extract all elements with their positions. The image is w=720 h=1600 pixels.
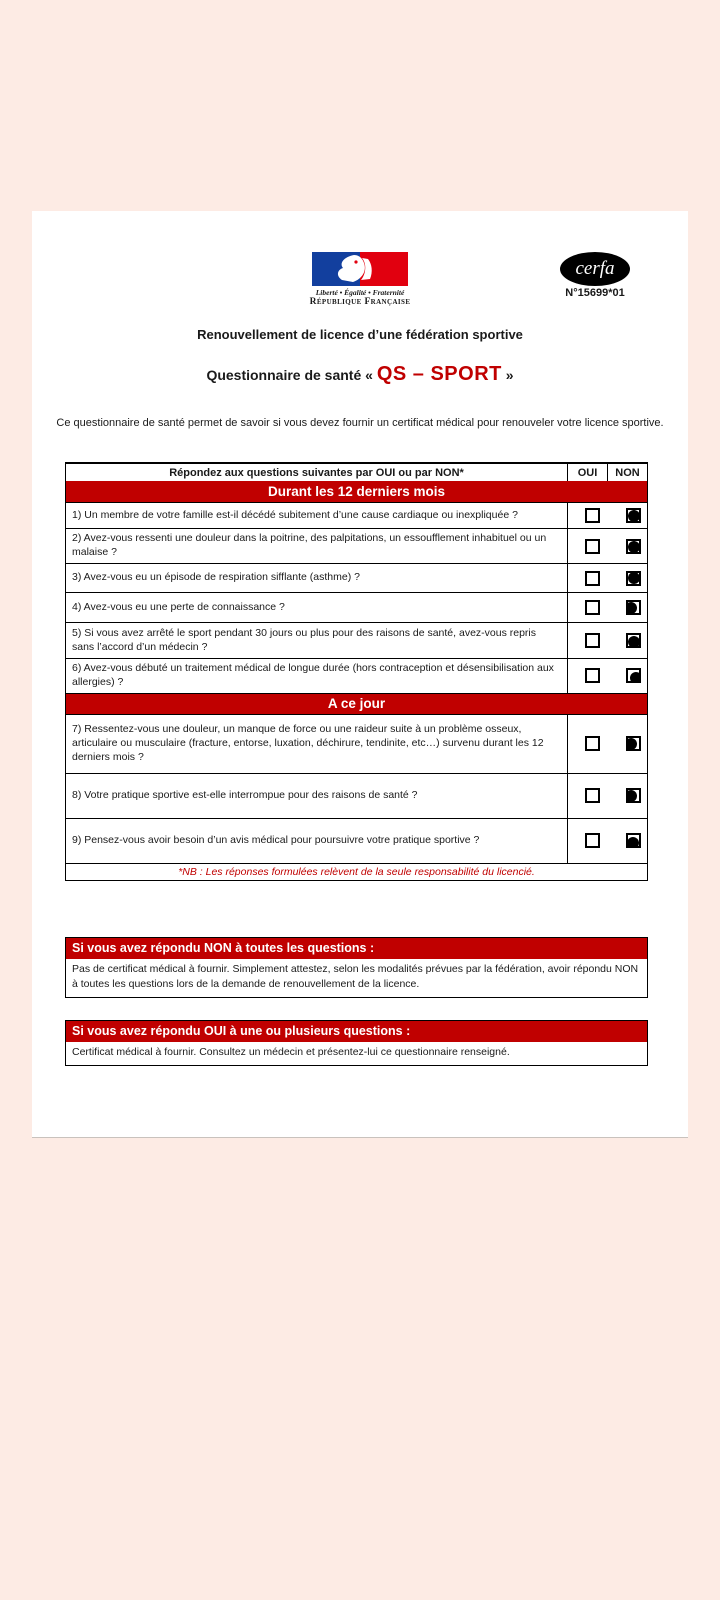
section-band	[66, 481, 647, 502]
checkbox-oui[interactable]	[585, 539, 600, 554]
answer-cell	[567, 623, 647, 658]
subtitle-prefix: Questionnaire de santé «	[206, 367, 377, 383]
outcome-non-body: Pas de certificat médical à fournir. Simplement attestez, selon les modalités prévues par la fédération, avoir répondu NON à toutes les questions lors de la demande de renouvellement de la licence.	[72, 962, 639, 991]
question-row	[66, 563, 647, 592]
question-text: 7) Ressentez-vous une douleur, un manque de force ou une raideur suite à un problème osseux, articulaire ou musculaire (fracture, entorse, luxation, déchirure, tendinite, etc…) survenu durant les 12 derniers mois ?	[72, 722, 544, 763]
checkbox-non[interactable]	[626, 633, 641, 648]
table-header-row	[66, 464, 647, 481]
outcome-oui-body: Certificat médical à fournir. Consultez un médecin et présentez-lui ce questionnaire renseigné.	[72, 1046, 510, 1059]
document-subtitle	[32, 363, 688, 386]
checkbox-non[interactable]	[626, 788, 641, 803]
checkbox-oui[interactable]	[585, 668, 600, 683]
checkbox-oui[interactable]	[585, 633, 600, 648]
question-text: 5) Si vous avez arrêté le sport pendant 30 jours ou plus pour des raisons de santé, avez-vous repris sans l’accord d’un médecin ?	[72, 626, 537, 653]
question-text: 3) Avez-vous eu un épisode de respiration sifflante (asthme) ?	[72, 571, 360, 584]
republique-francaise-logo	[300, 252, 420, 307]
question-row	[66, 528, 647, 563]
question-row	[66, 622, 647, 658]
answer-cell	[567, 715, 647, 773]
table-header-oui: OUI	[567, 464, 607, 481]
question-text: 9) Pensez-vous avoir besoin d’un avis médical pour poursuivre votre pratique sportive ?	[72, 833, 480, 846]
checkbox-non[interactable]	[626, 539, 641, 554]
table-header-non: NON	[607, 464, 647, 481]
checkbox-oui[interactable]	[585, 571, 600, 586]
table-header-question-label: Répondez aux questions suivantes par OUI ou par NON*	[169, 466, 464, 479]
subtitle-suffix: »	[501, 367, 514, 383]
document-title: Renouvellement de licence d’une fédération sportive	[197, 327, 523, 342]
checkbox-non[interactable]	[626, 833, 641, 848]
question-row	[66, 773, 647, 818]
question-text: 6) Avez-vous débuté un traitement médical de longue durée (hors contraception et désensibilisation aux allergies) ?	[72, 662, 554, 688]
table-footnote: *NB : Les réponses formulées relèvent de la seule responsabilité du licencié.	[66, 863, 647, 880]
section-band-label: A ce jour	[327, 696, 386, 712]
question-row	[66, 592, 647, 622]
checkbox-non[interactable]	[626, 600, 641, 615]
question-text: 4) Avez-vous eu une perte de connaissance ?	[72, 600, 285, 613]
answer-cell	[567, 503, 647, 528]
question-text: 2) Avez-vous ressenti une douleur dans la poitrine, des palpitations, un essoufflement inhabituel ou un malaise ?	[72, 532, 547, 558]
document-page	[32, 211, 688, 1138]
question-text: 8) Votre pratique sportive est-elle interrompue pour des raisons de santé ?	[72, 788, 418, 801]
table-body	[66, 481, 647, 863]
answer-cell	[567, 819, 647, 863]
intro-paragraph: Ce questionnaire de santé permet de savoir si vous devez fournir un certificat médical pour renouveler votre licence sportive.	[56, 417, 664, 429]
checkbox-oui[interactable]	[585, 736, 600, 751]
checkbox-oui[interactable]	[585, 600, 600, 615]
outcome-box-oui	[65, 1020, 648, 1066]
outcome-box-non	[65, 937, 648, 999]
question-row	[66, 714, 647, 773]
answer-cell	[567, 659, 647, 693]
checkbox-non[interactable]	[626, 508, 641, 523]
checkbox-oui[interactable]	[585, 788, 600, 803]
answer-cell	[567, 564, 647, 592]
logos-row	[32, 211, 688, 308]
checkbox-oui[interactable]	[585, 508, 600, 523]
question-row	[66, 818, 647, 863]
question-text: 1) Un membre de votre famille est-il décédé subitement d’une cause cardiaque ou inexpliquée ?	[72, 508, 518, 521]
questionnaire-table	[65, 462, 648, 881]
answer-cell	[567, 774, 647, 818]
cerfa-oval-icon	[560, 252, 630, 286]
question-row	[66, 658, 647, 693]
subtitle-qs-sport: QS – SPORT	[376, 363, 502, 385]
cerfa-brand-text: cerfa	[575, 257, 615, 279]
outcome-non-title: Si vous avez répondu NON à toutes les questions :	[66, 938, 647, 959]
section-band	[66, 693, 647, 714]
republique-francaise-label: République Française	[309, 297, 411, 307]
phone-screen	[0, 211, 720, 1600]
outcome-oui-title: Si vous avez répondu OUI à une ou plusieurs questions :	[66, 1021, 647, 1042]
checkbox-non[interactable]	[626, 736, 641, 751]
answer-cell	[567, 529, 647, 563]
answer-cell	[567, 593, 647, 622]
checkbox-non[interactable]	[626, 668, 641, 683]
french-flag-marianne-icon	[312, 252, 408, 286]
checkbox-non[interactable]	[626, 571, 641, 586]
liberte-egalite-fraternite-motto: Liberté • Égalité • Fraternité	[315, 288, 405, 297]
cerfa-form-number: N°15699*01	[565, 287, 625, 299]
cerfa-logo-block	[552, 252, 638, 299]
section-band-label: Durant les 12 derniers mois	[267, 484, 446, 499]
checkbox-oui[interactable]	[585, 833, 600, 848]
question-row	[66, 502, 647, 528]
